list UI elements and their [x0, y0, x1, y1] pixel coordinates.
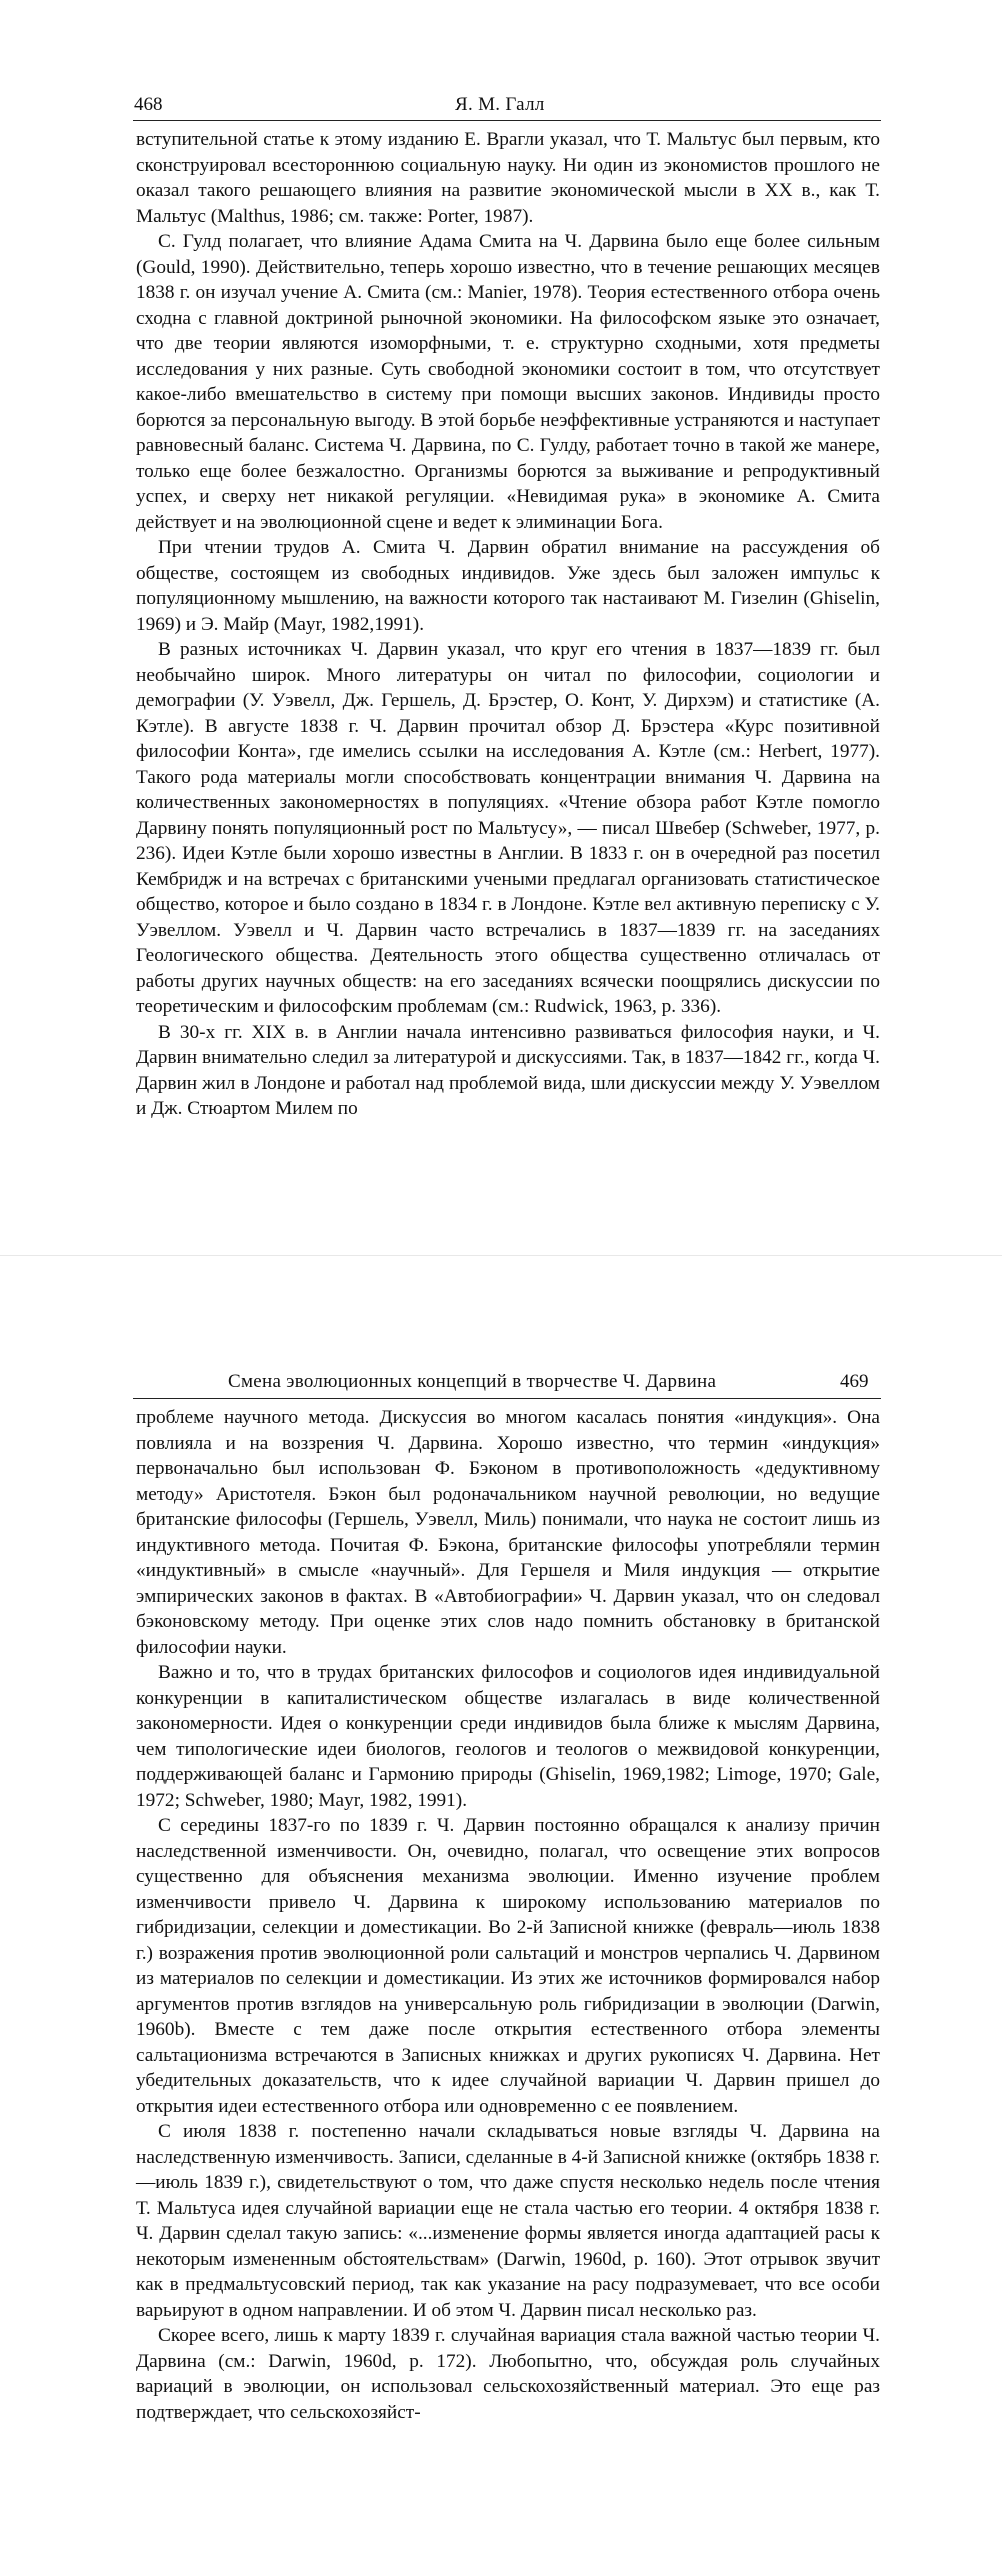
page-body — [136, 1405, 880, 2425]
running-header — [0, 1371, 1002, 1401]
paragraph: Скорее всего, лишь к марту 1839 г. случайная вариация стала важной частью теории Ч. Дарвина (см.: Darwin, 1960d, p. 172). Любопытно, что, обсуждая роль случайных вариаций в эволюции, он использовал сельскохозяйственный материал. Это еще раз подтверждает, что сельскохозяйст- — [136, 2325, 880, 2423]
header-rule — [133, 1398, 881, 1399]
paragraph: В 30-х гг. XIX в. в Англии начала интенсивно развиваться философия науки, и Ч. Дарвин внимательно следил за литературой и дискуссиями. Так, в 1837—1842 гг., когда Ч. Дарвин жил в Лондоне и работал над проблемой вида, шли дискуссии между У. Уэвеллом и Дж. Стюартом Милем по — [136, 1021, 880, 1119]
paragraph: При чтении трудов А. Смита Ч. Дарвин обратил внимание на рассуждения об обществе, состоящем из свободных индивидов. Уже здесь был заложен импульс к популяционному мышлению, на важности которого так настаивают М. Гизелин (Ghiselin, 1969) и Э. Майр (Mayr, 1982,1991). — [136, 537, 880, 635]
header-rule — [133, 120, 881, 121]
page-469 — [0, 1262, 1002, 2554]
paragraph: вступительной статье к этому изданию Е. Врагли указал, что Т. Мальтус был первым, кто сконструировал всестороннюю социальную науку. Ни один из экономистов прошлого не оказал такого решающего влияния на развитие экономической мысли в XX в., как Т. Мальтус (Malthus, 1986; см. также: Porter, 1987). — [136, 129, 880, 227]
page-468 — [0, 0, 1002, 1255]
page-number: 468 — [134, 94, 163, 115]
running-head-title: Смена эволюционных концепций в творчестве Ч. Дарвина — [228, 1371, 717, 1392]
page-number: 469 — [840, 1371, 869, 1392]
paragraph: В разных источниках Ч. Дарвин указал, что круг его чтения в 1837—1839 гг. был необычайно широк. Много литературы он читал по философии, социологии и демографии (У. Уэвелл, Дж. Гершель, Д. Брэстер, О. Конт, У. Дирхэм) и статистике (А. Кэтле). В августе 1838 г. Ч. Дарвин прочитал обзор Д. Брэстера «Курс позитивной философии Конта», где имелись ссылки на исследования А. Кэтле (см.: Herbert, 1977). Такого рода материалы могли способствовать концентрации внимания Ч. Дарвина на количественных закономерностях в популяциях. «Чтение обзора работ Кэтле помогло Дарвину понять популяционный рост по Мальтусу», — писал Швебер (Schweber, 1977, p. 236). Идеи Кэтле были хорошо известны в Англии. В 1833 г. он в очередной раз посетил Кембридж и на встречах с британскими учеными предлагал организовать статистическое общество, которое и было создано в 1834 г. в Лондоне. Кэтле вел активную переписку с У. Уэвеллом. Уэвелл и Ч. Дарвин часто встречались в 1837—1839 гг. на заседаниях Геологического общества. Деятельность этого общества существенно отличалась от работы других научных обществ: на его заседаниях всячески поощрялись дискуссии по теоретическим и философским проблемам (см.: Rudwick, 1963, p. 336). — [136, 639, 880, 1017]
paragraph: С июля 1838 г. постепенно начали складываться новые взгляды Ч. Дарвина на наследственную изменчивость. Записи, сделанные в 4-й Записной книжке (октябрь 1838 г.—июль 1839 г.), свидетельствуют о том, что даже спустя несколько недель после чтения Т. Мальтуса идея случайной вариации еще не стала частью его теории. 4 октября 1838 г. Ч. Дарвин сделал такую запись: «...изменение формы является иногда адаптацией расы к некоторым измененным обстоятельствам» (Darwin, 1960d, p. 160). Этот отрывок звучит как в предмальтусовский период, так как указание на расу подразумевает, что все особи варьируют в одном направлении. И об этом Ч. Дарвин писал несколько раз. — [136, 2121, 880, 2321]
paragraph: проблеме научного метода. Дискуссия во многом касалась понятия «индукция». Она повлияла и на воззрения Ч. Дарвина. Хорошо известно, что термин «индукция» первоначально был использован Ф. Бэконом в противоположность «дедуктивному методу» Аристотеля. Бэкон был родоначальником научной революции, но ведущие британские философы (Гершель, Уэвелл, Миль) понимали, что наука не состоит лишь из индуктивного метода. Почитая Ф. Бэкона, британские философы употребляли термин «индуктивный» в смысле «научный». Для Гершеля и Миля индукция — открытие эмпирических законов в фактах. В «Автобиографии» Ч. Дарвин указал, что он следовал бэконовскому методу. При оценке этих слов надо помнить обстановку в британской философии науки. — [136, 1407, 880, 1658]
page-body — [136, 127, 880, 1122]
paragraph: С. Гулд полагает, что влияние Адама Смита на Ч. Дарвина было еще более сильным (Gould, 1990). Действительно, теперь хорошо известно, что в течение решающих месяцев 1838 г. он изучал учение А. Смита (см.: Manier, 1978). Теория естественного отбора очень сходна с главной доктриной рыночной экономики. На философском языке это означает, что две теории являются изоморфными, т. е. структурно сходными, хотя предметы исследования у них разные. Суть свободной экономики состоит в том, что отсутствует какое-либо вмешательство в систему при помощи высших законов. Индивиды просто борются за персональную выгоду. В этой борьбе неэффективные устраняются и наступает равновесный баланс. Система Ч. Дарвина, по С. Гулду, работает точно в такой же манере, только еще более безжалостно. Организмы борются за выживание и репродуктивный успех, и сверху нет никакой регуляции. «Невидимая рука» в экономике А. Смита действует и на эволюционной сцене и ведет к элиминации Бога. — [136, 231, 880, 533]
paragraph: Важно и то, что в трудах британских философов и социологов идея индивидуальной конкуренции в капиталистическом обществе излагалась в виде количественной закономерности. Идея о конкуренции среди индивидов была ближе к мыслям Дарвина, чем типологические идеи биологов, геологов и теологов о межвидовой конкуренции, поддерживающей баланс и Гармонию природы (Ghiselin, 1969,1982; Limoge, 1970; Gale, 1972; Schweber, 1980; Mayr, 1982, 1991). — [136, 1662, 880, 1811]
running-head-title: Я. М. Галл — [455, 94, 545, 115]
paragraph: С середины 1837-го по 1839 г. Ч. Дарвин постоянно обращался к анализу причин наследственной изменчивости. Он, очевидно, полагал, что освещение этих вопросов существенно для объяснения механизма эволюции. Именно изучение проблем изменчивости привело Ч. Дарвина к широкому использованию материалов по гибридизации, селекции и доместикации. Во 2-й Записной книжке (февраль—июль 1838 г.) возражения против эволюционной роли сальтаций и монстров черпались Ч. Дарвином из материалов по селекции и доместикации. Из этих же источников формировался набор аргументов против взглядов на универсальную роль гибридизации в эволюции (Darwin, 1960b). Вместе с тем даже после открытия естественного отбора элементы сальтационизма встречаются в Записных книжках и других рукописях Ч. Дарвина. Нет убедительных доказательств, что к идее случайной вариации Ч. Дарвин пришел до открытия идеи естественного отбора или одновременно с ее появлением. — [136, 1815, 880, 2117]
